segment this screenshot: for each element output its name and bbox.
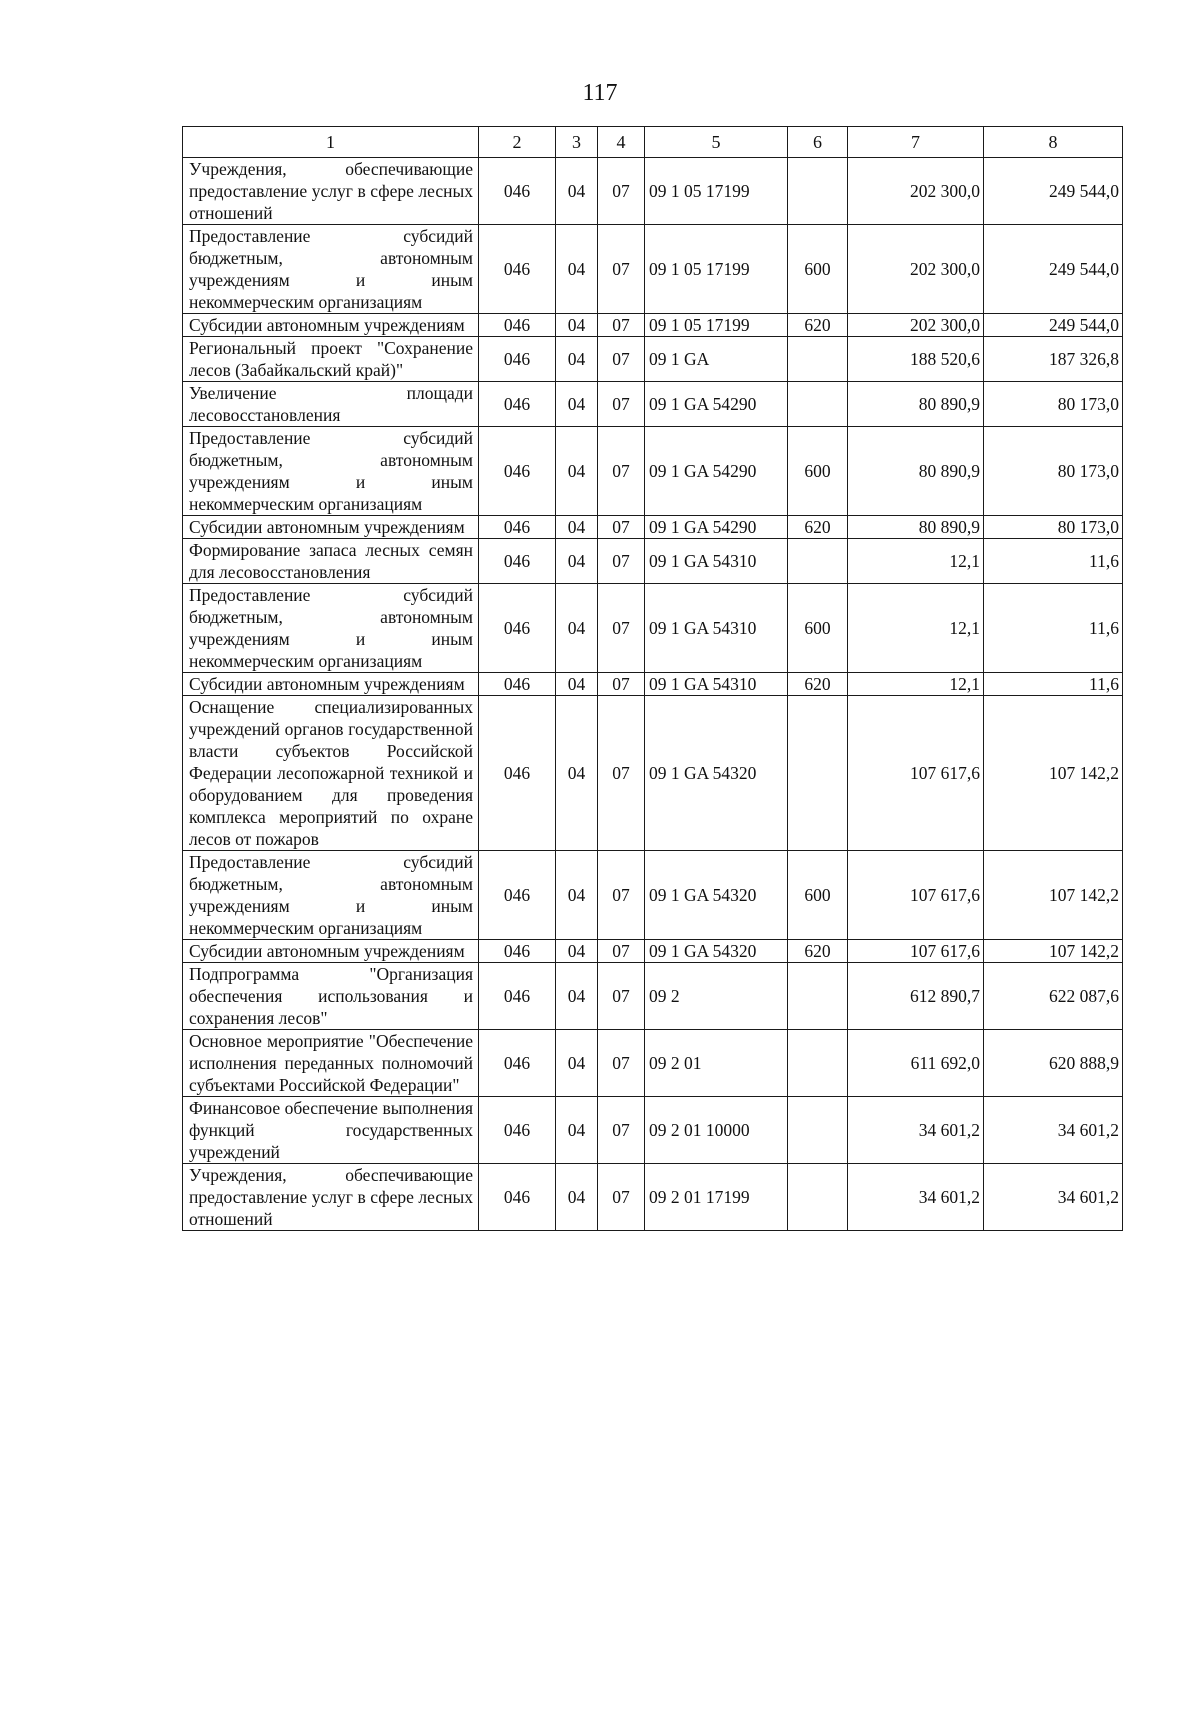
table-row — [183, 940, 1123, 963]
expense-type-cell — [788, 963, 848, 1030]
ministry-code-cell: 046 — [479, 1030, 556, 1097]
header-row — [183, 127, 1123, 158]
item-name-cell: Предоставление субсидий бюджетным, автономным учреждениям и иным некоммерческим организациям — [183, 584, 479, 673]
ministry-code-cell: 046 — [479, 584, 556, 673]
item-name-cell: Предоставление субсидий бюджетным, автономным учреждениям и иным некоммерческим организациям — [183, 225, 479, 314]
expense-type-cell: 620 — [788, 516, 848, 539]
amount-year2-cell: 34 601,2 — [984, 1097, 1123, 1164]
column-header: 4 — [598, 127, 645, 158]
amount-year2-cell: 249 544,0 — [984, 225, 1123, 314]
table-row — [183, 673, 1123, 696]
amount-year1-cell: 188 520,6 — [848, 337, 984, 382]
column-header: 1 — [183, 127, 479, 158]
subsection-code-cell: 07 — [598, 1097, 645, 1164]
target-article-cell: 09 2 — [645, 963, 788, 1030]
amount-year1-cell: 107 617,6 — [848, 940, 984, 963]
amount-year2-cell: 80 173,0 — [984, 382, 1123, 427]
amount-year1-cell: 611 692,0 — [848, 1030, 984, 1097]
amount-year2-cell: 11,6 — [984, 673, 1123, 696]
amount-year1-cell: 12,1 — [848, 584, 984, 673]
amount-year1-cell: 107 617,6 — [848, 851, 984, 940]
item-name-cell: Формирование запаса лесных семян для лесовосстановления — [183, 539, 479, 584]
amount-year2-cell: 34 601,2 — [984, 1164, 1123, 1231]
table-row — [183, 1097, 1123, 1164]
section-code-cell: 04 — [556, 963, 598, 1030]
subsection-code-cell: 07 — [598, 1030, 645, 1097]
table-row — [183, 584, 1123, 673]
item-name-cell: Субсидии автономным учреждениям — [183, 516, 479, 539]
expense-type-cell — [788, 1097, 848, 1164]
expense-type-cell: 600 — [788, 851, 848, 940]
expense-type-cell — [788, 382, 848, 427]
column-header: 6 — [788, 127, 848, 158]
target-article-cell: 09 1 GA 54310 — [645, 584, 788, 673]
ministry-code-cell: 046 — [479, 314, 556, 337]
table-row — [183, 225, 1123, 314]
ministry-code-cell: 046 — [479, 382, 556, 427]
amount-year1-cell: 12,1 — [848, 539, 984, 584]
table-row — [183, 851, 1123, 940]
target-article-cell: 09 1 GA 54290 — [645, 382, 788, 427]
target-article-cell: 09 1 GA 54290 — [645, 427, 788, 516]
item-name-cell: Финансовое обеспечение выполнения функций государственных учреждений — [183, 1097, 479, 1164]
expense-type-cell: 600 — [788, 584, 848, 673]
amount-year2-cell: 187 326,8 — [984, 337, 1123, 382]
amount-year2-cell: 107 142,2 — [984, 851, 1123, 940]
table-row — [183, 427, 1123, 516]
section-code-cell: 04 — [556, 851, 598, 940]
subsection-code-cell: 07 — [598, 696, 645, 851]
amount-year1-cell: 80 890,9 — [848, 427, 984, 516]
subsection-code-cell: 07 — [598, 516, 645, 539]
expense-type-cell — [788, 696, 848, 851]
expense-type-cell: 600 — [788, 427, 848, 516]
ministry-code-cell: 046 — [479, 1097, 556, 1164]
target-article-cell: 09 1 GA 54310 — [645, 673, 788, 696]
item-name-cell: Предоставление субсидий бюджетным, автономным учреждениям и иным некоммерческим организациям — [183, 427, 479, 516]
ministry-code-cell: 046 — [479, 940, 556, 963]
section-code-cell: 04 — [556, 427, 598, 516]
section-code-cell: 04 — [556, 1164, 598, 1231]
column-header: 5 — [645, 127, 788, 158]
subsection-code-cell: 07 — [598, 940, 645, 963]
section-code-cell: 04 — [556, 337, 598, 382]
expense-type-cell: 620 — [788, 673, 848, 696]
subsection-code-cell: 07 — [598, 314, 645, 337]
item-name-cell: Субсидии автономным учреждениям — [183, 314, 479, 337]
column-header: 7 — [848, 127, 984, 158]
ministry-code-cell: 046 — [479, 337, 556, 382]
amount-year2-cell: 620 888,9 — [984, 1030, 1123, 1097]
item-name-cell: Учреждения, обеспечивающие предоставление услуг в сфере лесных отношений — [183, 158, 479, 225]
ministry-code-cell: 046 — [479, 696, 556, 851]
table-row — [183, 1164, 1123, 1231]
target-article-cell: 09 1 GA — [645, 337, 788, 382]
table-row — [183, 963, 1123, 1030]
table-body — [183, 158, 1123, 1231]
expense-type-cell: 620 — [788, 314, 848, 337]
column-header: 2 — [479, 127, 556, 158]
item-name-cell: Учреждения, обеспечивающие предоставление услуг в сфере лесных отношений — [183, 1164, 479, 1231]
expense-type-cell: 620 — [788, 940, 848, 963]
item-name-cell: Увеличение площади лесовосстановления — [183, 382, 479, 427]
amount-year1-cell: 202 300,0 — [848, 158, 984, 225]
column-header: 8 — [984, 127, 1123, 158]
budget-table — [182, 126, 1123, 1231]
table-row — [183, 158, 1123, 225]
amount-year2-cell: 107 142,2 — [984, 696, 1123, 851]
ministry-code-cell: 046 — [479, 963, 556, 1030]
expense-type-cell — [788, 337, 848, 382]
target-article-cell: 09 1 GA 54320 — [645, 851, 788, 940]
section-code-cell: 04 — [556, 539, 598, 584]
amount-year1-cell: 34 601,2 — [848, 1097, 984, 1164]
target-article-cell: 09 1 05 17199 — [645, 225, 788, 314]
subsection-code-cell: 07 — [598, 673, 645, 696]
expense-type-cell: 600 — [788, 225, 848, 314]
section-code-cell: 04 — [556, 696, 598, 851]
amount-year2-cell: 80 173,0 — [984, 516, 1123, 539]
target-article-cell: 09 2 01 — [645, 1030, 788, 1097]
subsection-code-cell: 07 — [598, 851, 645, 940]
target-article-cell: 09 1 GA 54320 — [645, 696, 788, 851]
amount-year2-cell: 622 087,6 — [984, 963, 1123, 1030]
expense-type-cell — [788, 539, 848, 584]
subsection-code-cell: 07 — [598, 427, 645, 516]
amount-year1-cell: 34 601,2 — [848, 1164, 984, 1231]
subsection-code-cell: 07 — [598, 539, 645, 584]
section-code-cell: 04 — [556, 584, 598, 673]
amount-year2-cell: 11,6 — [984, 539, 1123, 584]
target-article-cell: 09 1 GA 54320 — [645, 940, 788, 963]
table-row — [183, 539, 1123, 584]
section-code-cell: 04 — [556, 516, 598, 539]
page-number: 117 — [582, 80, 618, 106]
target-article-cell: 09 2 01 10000 — [645, 1097, 788, 1164]
table-row — [183, 696, 1123, 851]
table-row — [183, 382, 1123, 427]
section-code-cell: 04 — [556, 940, 598, 963]
ministry-code-cell: 046 — [479, 158, 556, 225]
section-code-cell: 04 — [556, 314, 598, 337]
ministry-code-cell: 046 — [479, 851, 556, 940]
amount-year2-cell: 80 173,0 — [984, 427, 1123, 516]
table-row — [183, 314, 1123, 337]
subsection-code-cell: 07 — [598, 1164, 645, 1231]
amount-year1-cell: 612 890,7 — [848, 963, 984, 1030]
expense-type-cell — [788, 1164, 848, 1231]
subsection-code-cell: 07 — [598, 963, 645, 1030]
amount-year1-cell: 202 300,0 — [848, 314, 984, 337]
ministry-code-cell: 046 — [479, 516, 556, 539]
column-header: 3 — [556, 127, 598, 158]
amount-year2-cell: 249 544,0 — [984, 158, 1123, 225]
item-name-cell: Субсидии автономным учреждениям — [183, 673, 479, 696]
expense-type-cell — [788, 1030, 848, 1097]
amount-year1-cell: 12,1 — [848, 673, 984, 696]
item-name-cell: Подпрограмма "Организация обеспечения использования и сохранения лесов" — [183, 963, 479, 1030]
table-row — [183, 1030, 1123, 1097]
ministry-code-cell: 046 — [479, 225, 556, 314]
table-row — [183, 337, 1123, 382]
amount-year1-cell: 202 300,0 — [848, 225, 984, 314]
amount-year2-cell: 11,6 — [984, 584, 1123, 673]
item-name-cell: Субсидии автономным учреждениям — [183, 940, 479, 963]
section-code-cell: 04 — [556, 382, 598, 427]
expense-type-cell — [788, 158, 848, 225]
target-article-cell: 09 1 05 17199 — [645, 158, 788, 225]
amount-year2-cell: 107 142,2 — [984, 940, 1123, 963]
item-name-cell: Предоставление субсидий бюджетным, автономным учреждениям и иным некоммерческим организациям — [183, 851, 479, 940]
ministry-code-cell: 046 — [479, 539, 556, 584]
target-article-cell: 09 2 01 17199 — [645, 1164, 788, 1231]
ministry-code-cell: 046 — [479, 1164, 556, 1231]
subsection-code-cell: 07 — [598, 337, 645, 382]
amount-year1-cell: 80 890,9 — [848, 382, 984, 427]
target-article-cell: 09 1 GA 54290 — [645, 516, 788, 539]
subsection-code-cell: 07 — [598, 382, 645, 427]
amount-year2-cell: 249 544,0 — [984, 314, 1123, 337]
target-article-cell: 09 1 05 17199 — [645, 314, 788, 337]
section-code-cell: 04 — [556, 158, 598, 225]
section-code-cell: 04 — [556, 225, 598, 314]
ministry-code-cell: 046 — [479, 427, 556, 516]
amount-year1-cell: 80 890,9 — [848, 516, 984, 539]
section-code-cell: 04 — [556, 1030, 598, 1097]
subsection-code-cell: 07 — [598, 225, 645, 314]
item-name-cell: Региональный проект "Сохранение лесов (Забайкальский край)" — [183, 337, 479, 382]
section-code-cell: 04 — [556, 1097, 598, 1164]
amount-year1-cell: 107 617,6 — [848, 696, 984, 851]
ministry-code-cell: 046 — [479, 673, 556, 696]
item-name-cell: Основное мероприятие "Обеспечение исполнения переданных полномочий субъектами Российской Федерации" — [183, 1030, 479, 1097]
table-row — [183, 516, 1123, 539]
item-name-cell: Оснащение специализированных учреждений органов государственной власти субъектов Российской Федерации лесопожарной техникой и оборудованием для проведения комплекса мероприятий по охране лесов от пожаров — [183, 696, 479, 851]
target-article-cell: 09 1 GA 54310 — [645, 539, 788, 584]
section-code-cell: 04 — [556, 673, 598, 696]
subsection-code-cell: 07 — [598, 158, 645, 225]
subsection-code-cell: 07 — [598, 584, 645, 673]
